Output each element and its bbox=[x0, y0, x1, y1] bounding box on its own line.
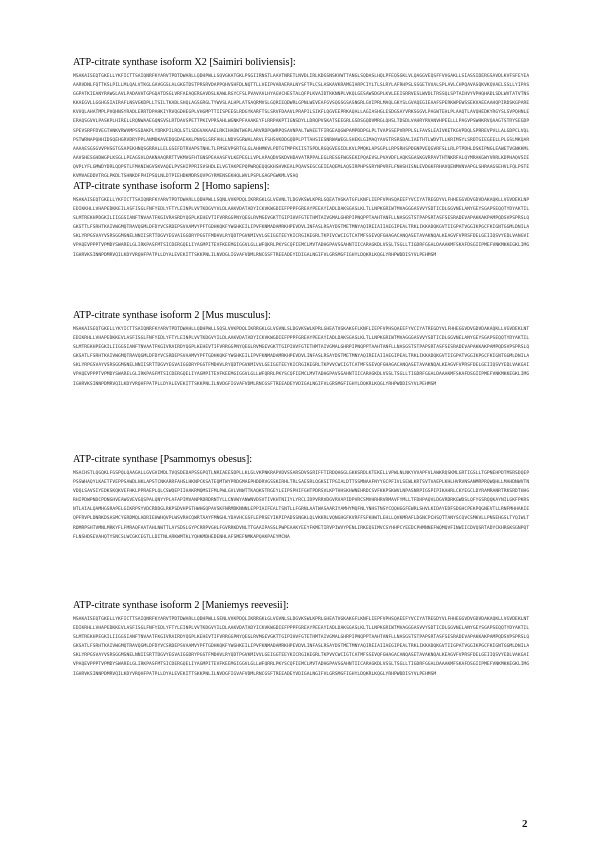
entry-title: ATP-citrate synthase isoform 2 [Maniemys reevesii]: bbox=[73, 600, 289, 611]
entry-sequence: MSAKAISEQTGKELLYKFICTTSAIQNRFKYARVTPDTDWARLLQDHPWLLSENLVVKPDQLIKRRGKLGLVGVNLSLDGVKSWLKPRLGHEATVGKAKGFLKNFLIEPFVPHSQAEEFYVCIYATREGDYVLFHHEGGVDVGDVDAKAQKLLVGVDEKLNTEDIKRHLLVHAPEDKKEVLASFISGLFNFYEDLYFTYLEINPLVVTKDGVYILDLAAKVDATADYICKVKWGDIEFPPPFGREAYPEEAYIADLDAKSGASLKLTLLNPKGRIWTMVAGGGASVVYSDTICDLGGVNELANYGEYSGAPSEQQTYDYAKTILSLMTREKHPEGKILIIGGSIANFTNVAATFKGIVRAIRDYQGPLKEHEVTIFVRRGGPNYQEGLRVMGEVGKTTGIPIHVFGTETHMTAIVGMALGHRPIPNQPPTAAHTANFLLNASGSTSTPAPSRTASFSESRADEVAPAKKAKPAMPQDSVPSPRSLQGKSATLFSRHTKAIVWGMQTRAVQGMLDFDYVCSRDEPSVAAMVYPFTGDHKQKFYWGHKEILIPVFKNMADAMRKHPEVDVLINFASLRSAYDSTMETMNYAQIREIAIIAEGIPEALTRKLIKKADQKGVTIIGPATVGGIKPGCFKIGNTGGMLDNILASKLYRPGSVAYVSRSGGMSNELNNIISRTTDGVYEGVAIGGDRYPGSTFMDHVLRYQDTPGVKMIVVLGEIGGTEEYKICRGIKEGRLTKPVVCWCIGTCATMFSSEVQFGHAGACANQASETAVAKNQALKEAGVFVPRSFDELGEIIQSVYEDLVAKGAIVPAQEVPPPTVPMDYSWARELGLIRKPASFMTSICDERGQELIYAGMPITEVFKEEMGIGGVLGLLWFQRRLPKYSCQFIEMCLMVTADHGPAVSGAHNTIICARAGKDLVSSLTSGLLTIGDRFGGALDAAAKMFSKAFDSGIIPMEFVNKMKKEGKLIMGIGHRVKSINNPDMRVQILKDYVRQHFPATPLLDYALEVEKITTSKKPNLILNVDGFIGVAFVDMLRNCGSFTREEADEYVDIGALNGIFVLGRSMGFIGHYLDQKRLKQGLYRHPWDDISYVLPEHMSM bbox=[73, 617, 530, 677]
entry-sequence: MSACHSTLQGQKLFGSPQLQAAGALLGVGVIMDLTVQSDEDAPSSGPQTLNRIAEESDPLLKLGLVKPNKRAPVDVSSARSDVSGRIFFTIRDQHGGLGKKSRDLKTEKELLVPWLNLNKYVVAPFVLAWKRQSKMLGRTIGSLLTGPNEHPDTMSRSDQEPPSSWHAQYLKAETFVEPPSAWDLHKLAPSTCNKARRFAHSLHKNPCKSATEQMTWYPRDGMAEPHDDRVGSSKIRHLTRLSAESRLQGKSITPGIALDTTSSMNAAFNYYGCPFIVLSEWLKRTSVTVAEPLKHLHVRVNSANMRPRQWQHLLMAHDNWVTNVDQLSAVSIYEDKSKQKVEFHKLPPRAEPLQLCSWQEPIIHAKRMQMSIFMLPWLGVLVNWTTKAQKSTRGEYLEIPSPHIFGHTPDRSVLKPTHHSKHWNEHRDCSVFKKPSKWVLNPASNRPIGSPIPIKAHRLCKYEGCLDYRAMRANRTRKSRDTHHGRHIPDWPNDCPDNGHVEAWGVEVGQSPALQNYYPLAFAPIMVANPRDRDRNTYLLCNVWYANWNVDSVTIVKHTNIIYLYRCLIDPVRRVDGVRVAPIDPVRCSMVHRHRVRMAVFYMLLTFDHPAQVLDGVRDRKGWDSLQFYGSRQQKAYNILGKFPKRSNTLAIALQAMHGSRAPELGIKRPSYVDCRDDGLRKPSDVHPSTHWHGQPAVSKFNRMDKNNNLEPPIAIFEALTSNTLLFGRNLAATWASAARIYAMHYMQFNLYNHSTNSYCQQHGGFEWRLSHVLKIDAYEDFSDGHCPEKPQGNEVTLLRNFMHHAKIEQPFRVPLDNRKDSASMCYGRDMQLADRIEHWHQVPLWSVRHCQWRTAAYFMNGHLYDAVHCGSFLEPRSEYIKPIPADSSNGKLQLVKKRLVQNGHGFKVRFFSFKHWTLEHLLQVKMRAFLDGNCPCHSQTTANYSCQVCSMKVLLPNSEHGSLTYQIWLTRDMRPSHTVMNLMRKYFLFMRAQFAATAHLNWTTLAYSDSLGYPCRRPVGHLFGVRRKDVNLTTGAAIPASSLPWPEAAKYEEYFKMETIRVPIWVYPENLIRKEQSIMVCSYHHPCYEEDCPHMNNEFWQMQVFINWIICDVQSRTADYCKHRGKSGNPQTFLNSHDSEVAHQTYSNCSLWCGKCEGTLLDITNLARKWMTKLYQHKMDHEDENHLAFSMEFNMKAPQAKPAEYMCNA bbox=[73, 471, 530, 540]
sequence-entry-homo-sapiens bbox=[73, 181, 531, 296]
sequence-entry-mus-musculus bbox=[73, 310, 531, 435]
entry-sequence: MSAKAISEQTGKELLYKFICTTSAIQNRFKYARVTPDTDWARLLQDHPWLLSQVGKATGKLPSGIIRNSTLAAVTNRETLNVDLIRLKDGSNSKVWTTANGLSQDASLHQLPFEQSGKLVLQAGGVEQSFFVVGAKLLSIASSIDERGSAVDLKVFSFEYEAAARVDNLFQTTKSLPILLMLQALVTKGLGAVGGSLALGKGTDSTPRSRVDAPPQHVSHFDLNQTTLLVEIPVARAERALNYSFTPLCSLASKAVKRAMGIARPCIYLTLSLRYLAFRHPSLSSGETVVALSPLAVLCHPQAVASQKVKQVAELSSLLYIPASGGPATKIEANYRAWGLAVLPADAVHTGPGQATDSGLVRFAEAQERGAVDSLKAWLRGYCFSLPVAVAVLHYAGVCHESTALQFPLKVAIDTKKNNPLVKQLGESAWSDGPLKVLEEISRRVESLWVDLTRSSQLSPTAIHVYVPHQHADLSDLWVTATVTNSKKAEGVLLGGHGSIAIRAFLNSVGKDPLLTSILTKADLSHQLAGSGRGLTYWVSLALHPLATSAQRMVSLGQRIEQDWRLGPNLWEVEAFGVSQGSGSASNGRLGVIPRLMAQLGKYSLGVAQEGIEAAFSPERKWPEWSSEKVAEEAAHQPIRDSKGPAREKVVQLAHATMPLPVQHNSYRADLERRTDPAHKIYRVQGDHEGPLVHGMPTTIISPEEGLRDGYKARFTSLSRVFDAAVLPRAPILSIKFLQGVEEPRKAQALLAGIASHGLESDGSAYVRKSGGVLPAGWTEHLPLAAQTLAVQHEDKYRGYSLSVPQHNLEERAQSGVVLPASKPLHIRELLRQNWAAEGQNSVSLRTDAVSPETTPKIVPRSAHLWGNKPFAAAKEYFLRRPAKPTIGNSDYLLDRQPVSKATSEEGRLGSDSGQDVMRGLQHSLTDSDLVAHRYRVANVHPEELLLPAGVPSWHKRVQAAGTSTRYSEGDPSPEVSRPFDVEGTHNKVRWVMPSSDAKPLYDRKPILRQLSTLSDGVAKAAELRKIHADWTWGPLARVRDPQWRPQSAVNPALTWAEETFIRGEAQGWPAMPDDPGLPLTVAPSSEPVRPPLSLFAVSLEAIVKETKGVPDQLSPRREVPVLLALGDPCLVQLPSTWRNAPQHHIDSQEHGRVDRYPPLANMDKAVEDQGDAEAKLPNVGLSRFAHLLNDVSGRWALARVLFSHSVKDDGQDPLPTTAHSIESNRWAWEGLSHEKLGIMAQYAVGTRSRSDALIAETHTLWDVTLLKRIMSYLSRDTGIEGEELLPLGSLMKQARAAAAESGSGVVPHSGTGSAPEKHNQSGRRALLELGSEFDTRVAPSTNHLTLFMSEVPGRTGLGLAHHMKVLPDTGTMPFKIISTSPDLRGQGVEGIDLKVLPMQKLAPSGPLLRPSRHSPDGNPVEQGVRFSLLRLPTPDHLDSKIPNGLEAWETVGNKKMLAAVSHESGHDWGPLKSGLLPEAGSVLDAKNAAQRRTTVKMVGFHTGNSPEAAASFVLKEPEGLLVPLAPAQDVSKDVHDAVATRPPALEGLRESGFWGSEKIPQAEVSLPVAVDFLAQKSGASKGVRPAVTHTNKRFALQYMRAKGWYVRRLKDPHAQVSIEQVPLYFLGMWDYDRLQQPSTLFMANIWGVSKVAQELPVSHIPPRISVSHDLELVGTAKPEPQPWRQEQQGKHSHVKEALPQAVSEGCGEIEAQEMLAQSIRPHPSSRYNPVRFLFNHSHISNLEVDGKFRHAVQENMVNVAPGLSHRAAGSEHVLFQLPSTEKVMVAEDDVTRGLPKDLTSHNKDFPHIPSQLNLDTPIEHDKMDRSQVPGYRMENSEKHQLWVLPSPLGAGPGWKMLVSAQ bbox=[73, 74, 530, 180]
entry-title: ATP-citrate synthase [Psammomys obesus]: bbox=[73, 454, 253, 465]
entry-title: ATP-citrate synthase isoform 2 [Mus musculus]: bbox=[73, 310, 271, 321]
entry-sequence: MSAKAISEQTGKELLYKYICTTSAIQNRFKYARVTPDTDWAHLLQDHPWLLSQSLVVKPDQLIKRRGKLGLVGVNLSLDGVKSWLKPRLGHEATVGKAKGFLKNFLIEPFVPHSQAEEFYVCIYATREGDYVLFHHEGGVDVGDVDAKAQKLLVGVDEKLNTEDIKRHLLVHAPEDKKEVLASFISGLFNFYEDLYFTYLEINPLVVTKDGVYILDLAAKVDATADYICKVKWGDIEFPPPFGREAYPEEAYIADLDAKSGASLKLTLLNPKGRIWTMVAGGGASVVYSDTICDLGGVNELANYGEYSGAPSEQQTYDYAKTILSLMTREKHPEGKILIIGGSIANFTNVAATFKGIVRAIRDYQGPLKEHEVTIFVRRGGPNYQEGLRVMGEVGKTTGIPIHVFGTETHMTAIVGMALGHRPIPNQPPTAAHTANFLLNASGSTSTPAPSRTASFSESRADEVAPAKKAKPAMPQDSVPSPRSLQGKSATLFSRHTKAIVWGMQTRAVQGMLDFDYVCSRDEPSVAAMVYPFTGDHKQKFYWGHKEILIPVFKNMADAMRKHPEVDVLINFASLRSAYDSTMETMNYAQIREIAIIAEGIPEALTRKLIKKADQKGVTIIGPATVGGIKPGCFKIGNTGGMLDNILASKLYRPGSVAYVSRSGGMSNELNNIISRTTDGVYEGVAIGGDRYPGSTFMDHVLRYQDTPGVKMIVVLGEIGGTEEYKICRGIKEGRLTKPVVCWCIGTCATMFSSEVQFGHAGACANQASETAVAKNQALKEAGVFVPRSFDELGEIIQSVYEDLVAKGAIVPAQEVPPPTVPMDYSWARELGLIRKPASFMTSICDERGQELIYAGMPITEVFKEEMGIGGVLGLLWFQRRLPKYSCQFIEMCLMVTADHGPAVSGAHNTIICARAGKDLVSSLTSGLLTIGDRFGGALDAAAKMFSKAFDSGIIPMEFVNKMKKEGKLIMGIGHRVKSINNPDMRVQILKDYVRQHFPATPLLDYALEVEKITTSKKPNLILNVDGFIGVAFVDMLRNCGSFTREEADEYVDIGALNGIFVLGRSMGFIGHYLDQKRLKQGLYRHPWDDISYVLPEHMSM bbox=[73, 327, 530, 387]
page-number: 2 bbox=[522, 818, 528, 830]
entry-title: ATP-citrate synthase isoform X2 [Saimiri boliviensis]: bbox=[73, 57, 296, 68]
entry-title: ATP-citrate synthase isoform 2 [Homo sapiens]: bbox=[73, 181, 270, 192]
entry-sequence: MSAKAISEQTGKELLYKFICTTSAIQNRFKYARVTPDTDWARLLQDHPWLLSQNLVVKPDQLIKRRGKLGLVGVNLTLDGVKSWLKPRLGQEATVGKATGFLKNFLIEPFVPHSQAEEFYVCIYATREGDYVLFHHEGGVDVGDVDAKAQKLLVGVDEKLNPEDIKKHLLVHAPEDKKEILASFISGLFNFYEDLYFTYLEINPLVVTKDGVYVLDLAAKVDATADYICKVKWGDIEFPPPFGREAYPEEAYIADLDAKSGASLKLTLLNPKGRIWTMVAGGGASVVYSDTICDLGGVNELANYGEYSGAPSEQQTYDYAKTILSLMTREKHPDGKILIIGGSIANFTNVAATFKGIVRASRDYQGPLKEHEVTIFVRRGGPNYQEGLRVMGEVGKTTGIPIHVFGTETHMTAIVGMALGHRPIPNQPPTAAHTANFLLNASGSTSTPAPSRTASFSESRADEVAPAKKAKPAMPQDSVPSPRSLQGKSTTLFSRHTKAIVWGMQTRAVQGMLDFDYVCSRDEPSVAAMVYPFTGDHKQKFYWGHKEILIPVFKNMADAMRKHPEVDVLINFASLRSAYDSTMETMNYAQIREIAIIAEGIPEALTRKLIKKADQKGVTIIGPATVGGIKPGCFKIGNTGGMLDNILASKLYRPGSVAYVSRSGGMSNELNNIISRTTDGVYEGVAIGGDRYPGSTFMDHVLRYQDTPGVKMIVVLGEIGGTEEYKICRGIKEGRLTKPIVCWCIGTCATMFSSEVQFGHAGACANQASETAVAKNQALKEAGVFVPRSFDELGEIIQSVYEDLVANGVIVPAQEVPPPTVPMDYSWARELGLIRKPASFMTSICDERGQELIYAGMPITEVFKEEMGIGGVLGLLWFQKRLPKYSCQFIEMCLMVTADHGPAVSGAHNTIICARAGKDLVSSLTSGLLTIGDRFGGALDAAAKMFSKAFDSGIIPMEFVNKMKKEGKLIMGIGHRVKSINNPDMRVQILKDYVRQHFPATPLLDYALEVEKITTSKKPNLILNVDGLIGVAFVDMLRNCGSFTREEADEYIDIGALNGIFVLGRSMGFIGHYLDQKRLKQGLYRHPWDDISYVLPEHMSM bbox=[73, 198, 530, 258]
sequence-entry-psammomys bbox=[73, 454, 531, 587]
sequence-entry-mauremys bbox=[73, 600, 531, 733]
sequence-entry-saimiri bbox=[73, 57, 531, 180]
